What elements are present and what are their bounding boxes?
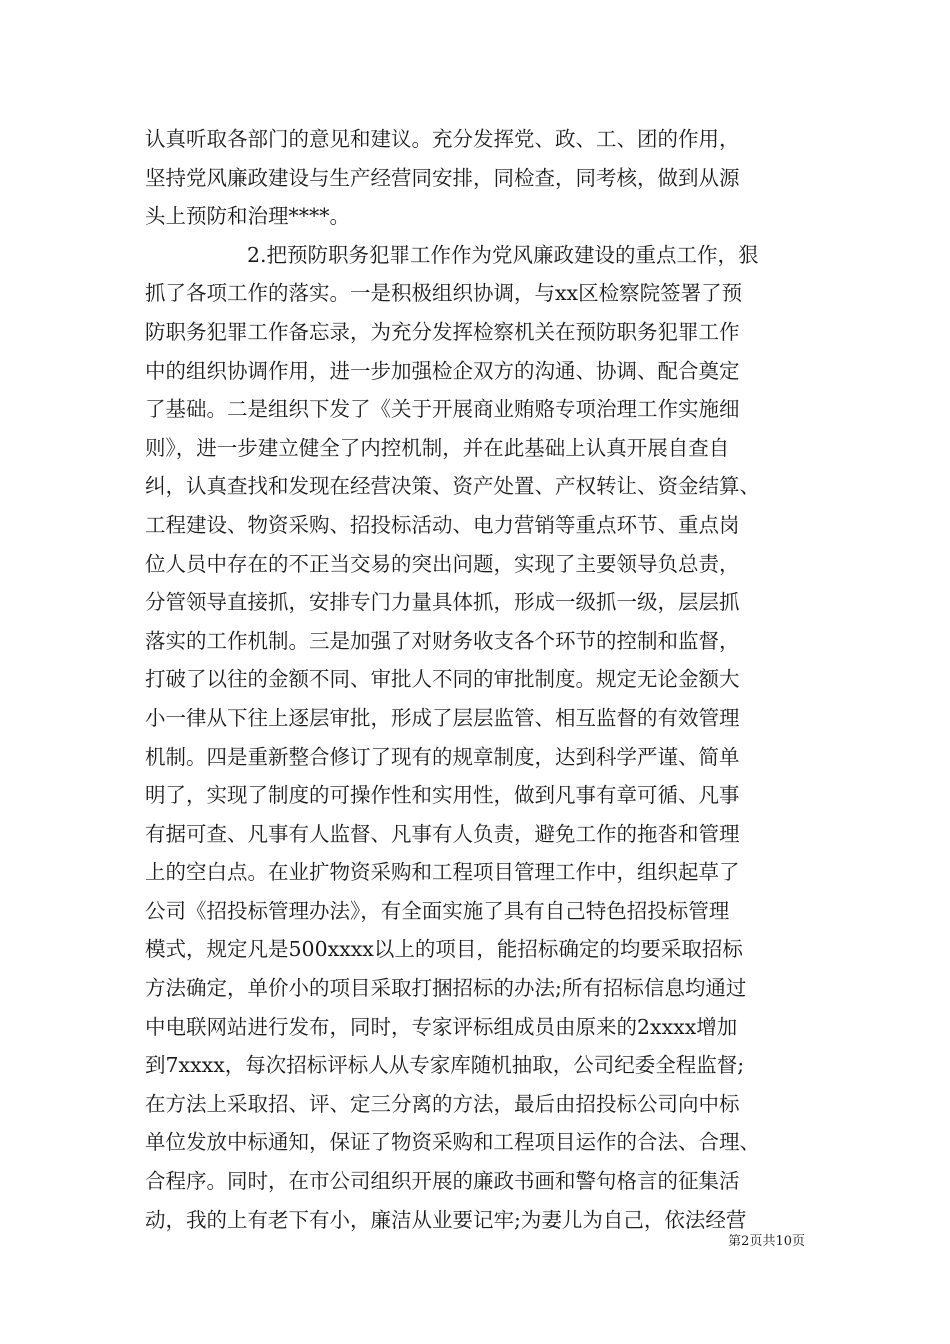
text-line: 模式，规定凡是500xxxx以上的项目，能招标确定的均要采取招标 bbox=[145, 937, 743, 962]
text-line: 落实的工作机制。三是加强了对财务收支各个环节的控制和监督， bbox=[145, 628, 740, 653]
text-line: 有据可查、凡事有人监督、凡事有人负责，避免工作的拖沓和管理 bbox=[145, 821, 740, 846]
text-line: 单位发放中标通知，保证了物资采购和工程项目运作的合法、合理、 bbox=[145, 1130, 760, 1155]
text-line: 坚持党风廉政建设与生产经营同安排，同检查，同考核，做到从源 bbox=[145, 165, 740, 190]
text-line: 位人员中存在的不正当交易的突出问题，实现了主要领导负总责， bbox=[145, 551, 740, 576]
text-line: 机制。四是重新整合修订了现有的规章制度，达到科学严谨、简单 bbox=[145, 744, 740, 769]
text-line: 头上预防和治理****。 bbox=[145, 204, 350, 229]
text-line: 中的组织协调作用，进一步加强检企双方的沟通、协调、配合奠定 bbox=[145, 358, 740, 383]
text-line: 分管领导直接抓，安排专门力量具体抓，形成一级抓一级，层层抓 bbox=[145, 590, 740, 615]
text-line: 工程建设、物资采购、招投标活动、电力营销等重点环节、重点岗 bbox=[145, 512, 740, 537]
text-line: 认真听取各部门的意见和建议。充分发挥党、政、工、团的作用， bbox=[145, 127, 740, 151]
text-line: 合程序。同时，在市公司组织开展的廉政书画和警句格言的征集活 bbox=[145, 1169, 740, 1194]
text-line: 则》，进一步建立健全了内控机制，并在此基础上认真开展自查自 bbox=[145, 435, 730, 460]
text-line: 打破了以往的金额不同、审批人不同的审批制度。规定无论金额大 bbox=[145, 667, 740, 692]
text-line: 纠，认真查找和发现在经营决策、资产处置、产权转让、资金结算、 bbox=[145, 474, 760, 499]
text-line: 公司《招投标管理办法》，有全面实施了具有自己特色招投标管理 bbox=[145, 898, 730, 923]
body-text bbox=[145, 120, 815, 1239]
text-line: 小一律从下往上逐层审批，形成了层层监管、相互监督的有效管理 bbox=[145, 705, 740, 730]
text-line: 到7xxxx，每次招标评标人从专家库随机抽取，公司纪委全程监督; bbox=[145, 1053, 745, 1078]
text-line: 防职务犯罪工作备忘录，为充分发挥检察机关在预防职务犯罪工作 bbox=[145, 319, 740, 344]
text-line: 在方法上采取招、评、定三分离的方法，最后由招投标公司向中标 bbox=[145, 1091, 740, 1116]
text-line: 上的空白点。在业扩物资采购和工程项目管理工作中，组织起草了 bbox=[145, 860, 740, 885]
text-line: 抓了各项工作的落实。一是积极组织协调，与xx区检察院签署了预 bbox=[145, 281, 743, 306]
page-footer: 第2页共10页 bbox=[728, 1234, 805, 1249]
text-line: 2.把预防职务犯罪工作作为党风廉政建设的重点工作，狠 bbox=[247, 242, 759, 267]
text-line: 明了，实现了制度的可操作性和实用性，做到凡事有章可循、凡事 bbox=[145, 783, 740, 808]
text-line: 方法确定，单价小的项目采取打捆招标的办法;所有招标信息均通过 bbox=[145, 976, 747, 1001]
text-line: 动，我的上有老下有小，廉洁从业要记牢;为妻儿为自己，依法经营 bbox=[145, 1207, 747, 1232]
text-line: 中电联网站进行发布，同时，专家评标组成员由原来的2xxxx增加 bbox=[145, 1014, 738, 1039]
text-line: 了基础。二是组织下发了《关于开展商业贿赂专项治理工作实施细 bbox=[145, 397, 740, 422]
